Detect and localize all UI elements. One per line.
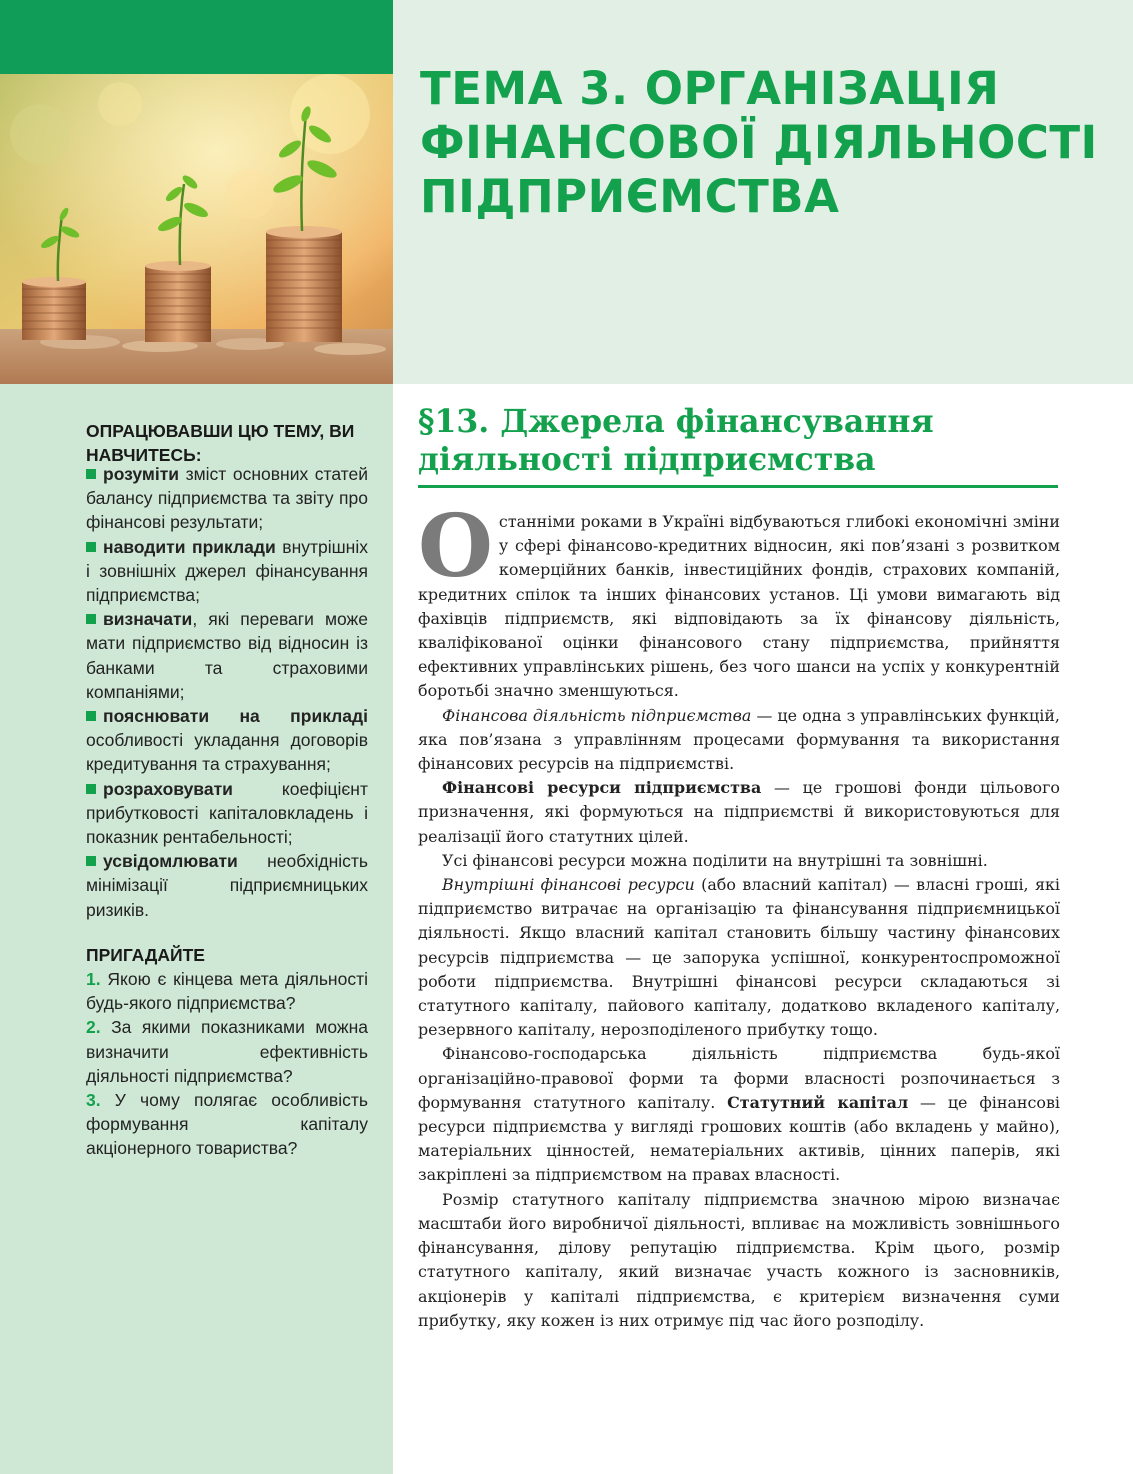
- bullet-square-icon: [86, 784, 96, 794]
- intro-text: станніми роками в Україні відбуваються глибокі економічні зміни у сфері фінансово-кредитних відносин, які пов’язані з розвитком комерційних банків, інвестиційних фондів, страхових компаній, кредитних спілок та інших фінансових установ. Ці умови вимагають від фахівців підприємств, які відповідають за їх фінансову діяльність, кваліфікованої оцінки фінансового стану підприємства, прийняття ефективних управлінських рішень, без чого шанси на успіх у конкурентній боротьбі значно зменшуються.: [418, 512, 1060, 701]
- paragraph-title: §13. Джерела фінансування діяльності підприємства: [418, 403, 934, 478]
- question-number: 3.: [86, 1090, 101, 1111]
- goal-verb: наводити приклади: [103, 536, 276, 557]
- definition-paragraph: [418, 873, 1060, 1042]
- goals-list: [86, 462, 368, 922]
- term-charter-capital: Статутний капітал: [727, 1092, 909, 1112]
- definition-paragraph: [418, 1042, 1060, 1187]
- bullet-square-icon: [86, 856, 96, 866]
- term-financial-resources: Фінансові ресурси підприємства: [442, 778, 762, 798]
- goal-text: внутрішніх і зовнішніх джерел фінансування підприємства;: [86, 536, 368, 606]
- goal-text: необхідність мінімізації підприємницьких ризиків.: [86, 851, 368, 920]
- term-financial-activity: Фінансова діяльність підприємства: [442, 705, 752, 725]
- bullet-square-icon: [86, 469, 96, 479]
- goal-verb: розраховувати: [103, 778, 233, 799]
- goal-item: [86, 535, 368, 608]
- topic-title: ТЕМА 3. ОРГАНІЗАЦІЯ ФІНАНСОВОЇ ДІЯЛЬНОСТІ ПІДПРИЄМСТВА: [420, 62, 1098, 223]
- title-underline: [418, 485, 1058, 488]
- goal-item: [86, 704, 368, 777]
- drop-cap: О: [418, 496, 493, 597]
- bullet-square-icon: [86, 711, 96, 721]
- body-paragraph: Усі фінансові ресурси можна поділити на внутрішні та зовнішні.: [442, 850, 988, 870]
- recall-question: [86, 967, 368, 1015]
- intro-paragraph: [418, 496, 1060, 704]
- goal-verb: розуміти: [103, 464, 180, 484]
- body-text-segment: Фінансово-господарська діяльність підприємства будь-якої організаційно-правової форми та форми власності розпочинається з формування статутного капіталу.: [418, 1044, 1060, 1112]
- recall-question: [86, 1015, 368, 1088]
- term-internal-resources: Внутрішні фінансові ресурси: [442, 875, 695, 895]
- question-text: У чому полягає особливість формування капіталу акціонерного товариства?: [86, 1090, 368, 1159]
- recall-list: [86, 967, 368, 1161]
- recall-question: [86, 1088, 368, 1161]
- goal-text: , які переваги може мати підприємство від відносин із банками та страховими компаніями;: [86, 609, 368, 702]
- goal-item: [86, 462, 368, 535]
- body-paragraph: Розмір статутного капіталу підприємства значною мірою визначає масштаби його виробничої діяльності, впливає на можливість зовнішнього фінансування, ділову репутацію підприємства. Крім цього, розмір статутного капіталу, який визначає участь кожного із засновників, акціонерів у капіталі підприємства, є критерієм визначення суми прибутку, яку кожен із них отримує під час його розподілу.: [418, 1189, 1060, 1330]
- goals-heading: ОПРАЦЮВАВШИ ЦЮ ТЕМУ, ВИ НАВЧИТЕСЬ:: [86, 421, 355, 465]
- bullet-square-icon: [86, 614, 96, 624]
- definition-paragraph: [418, 704, 1060, 777]
- goal-verb: усвідомлювати: [103, 851, 238, 872]
- definition-text: — це одна з управлінських функцій, яка пов’язана з управлінням процесами формування та використання фінансових ресурсів на підприємстві.: [418, 705, 1060, 774]
- definition-text: — це грошові фонди цільового призначення, які формуються на підприємстві й використовуються для реалізації його статутних цілей.: [418, 778, 1060, 846]
- question-number: 2.: [86, 1017, 101, 1038]
- goal-item: [86, 607, 368, 704]
- goal-verb: визначати: [103, 609, 193, 630]
- bullet-square-icon: [86, 542, 96, 552]
- goal-text: зміст основних статей балансу підприємства та звіту про фінансові результати;: [86, 464, 368, 533]
- goal-text: особливості укладання договорів кредитування та страхування;: [86, 730, 368, 775]
- recall-heading: ПРИГАДАЙТЕ: [86, 945, 205, 965]
- body-text: [418, 496, 1061, 1333]
- coin-stacks-with-sprouts-photo: [0, 74, 393, 384]
- question-text: За якими показниками можна визначити ефективність діяльності підприємства?: [86, 1017, 368, 1086]
- question-number: 1.: [86, 969, 101, 989]
- goal-text: коефіцієнт прибутковості капіталовкладень і показник рентабельності;: [86, 778, 368, 848]
- goal-item: [86, 777, 368, 850]
- goal-item: [86, 849, 368, 922]
- definition-text: — це фінансові ресурси підприємства у вигляді грошових коштів (або вкладень у майно), матеріальних цінностей, нематеріальних активів, цінних паперів, які закріплені за підприємством на правах власності.: [418, 1092, 1061, 1185]
- question-text: Якою є кінцева мета діяльності будь-якого підприємства?: [86, 969, 368, 1014]
- definition-paragraph: [418, 776, 1060, 849]
- goal-verb: пояснювати на прикладі: [103, 706, 368, 727]
- definition-text: (або власний капітал) — власні гроші, які підприємство витрачає на організацію та фінансування підприємницької діяльності. Якщо власний капітал становить більшу частину фінансових ресурсів підприємства — це запорука успішної, конкурентоспроможної роботи підприємства. Внутрішні фінансові ресурси складаються зі статутного капіталу, пайового капіталу, додатково вкладеного капіталу, резервного капіталу, нерозподіленого прибутку тощо.: [418, 875, 1060, 1040]
- top-green-bar: [0, 0, 393, 74]
